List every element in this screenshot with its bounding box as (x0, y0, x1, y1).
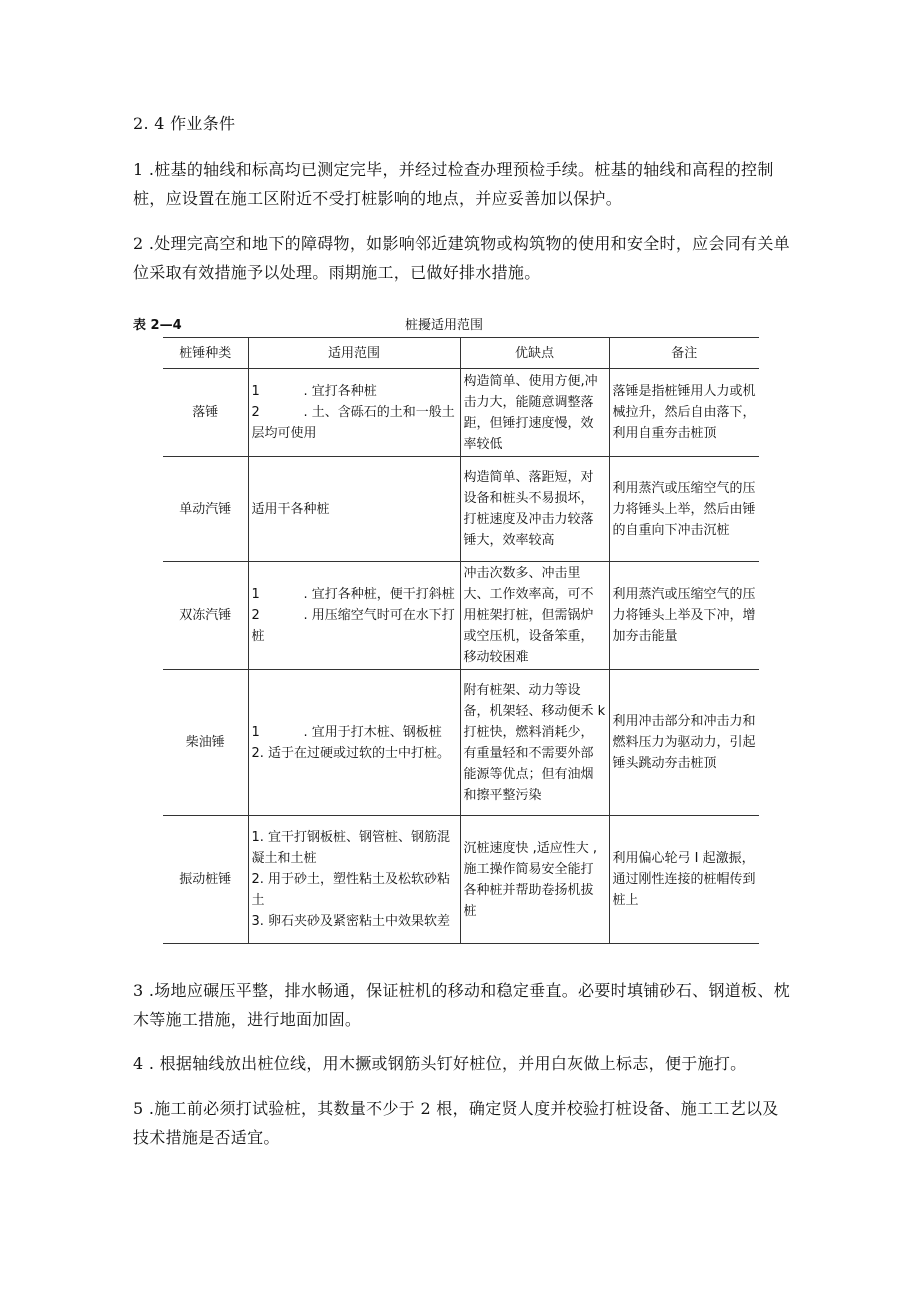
hammer-type-cell: 双冻汽锤 (163, 562, 248, 670)
scope-item-number: 2 (251, 608, 260, 623)
note-cell: 利用蒸汽或压缩空气的压力将锤头上举，然后由锤的自重向下冲击沉桩 (609, 457, 759, 562)
note-cell: 利用冲击部分和冲击力和燃料压力为驱动力，引起锤头跳动夯击桩顶 (609, 670, 759, 816)
table-row (163, 369, 759, 457)
hammer-type-cell: 单动汽锤 (163, 457, 248, 562)
scope-item-text: . 宜打各种桩，便干打斜桩 (303, 587, 455, 602)
scope-item: 3. 卵石夹砂及紧密粘土中效果软差 (251, 914, 451, 929)
table-label: 表 2—4 (133, 318, 182, 333)
scope-cell (248, 562, 460, 670)
column-header: 适用范围 (248, 338, 460, 369)
table-row (163, 457, 759, 562)
column-header: 桩锤种类 (163, 338, 248, 369)
scope-cell (248, 670, 460, 816)
scope-cell: 适用干各种桩 (248, 457, 460, 562)
note-cell: 利用蒸汽或压缩空气的压力将锤头上举及下冲，增加夯击能量 (609, 562, 759, 670)
section-title: 2. 4 作业条件 (133, 114, 236, 133)
scope-item-number: 1 (251, 587, 260, 602)
pros-cons-cell: 构造简单、使用方便,冲击力大，能随意调整落距，但锤打速度慢，效率较低 (460, 369, 609, 457)
scope-item (252, 584, 457, 605)
table-row (163, 816, 759, 944)
scope-item-number: 1 (251, 384, 260, 399)
scope-item (252, 722, 457, 743)
table-caption: 桩擾适用范围 (405, 318, 484, 333)
note-cell: 利用偏心轮弓 I 起激振，通过刚性连接的桩帽传到桩上 (609, 816, 759, 944)
column-header: 备注 (609, 338, 759, 369)
paragraph-3: 3 .场地应碾压平整，排水畅通，保证桩机的移动和稳定垂直。必要时填铺砂石、钢道板、枕木等施工措施，进行地面加固。 (133, 981, 790, 1029)
paragraph-2: 2 .处理完高空和地下的障碍物，如影响邻近建筑物或构筑物的使用和安全时，应会同有关单位采取有效措施予以处理。雨期施工，已做好排水措施。 (133, 234, 790, 282)
pros-cons-cell: 冲击次数多、冲击里大、工作效率高，可不用桩架打桩，但需锅炉或空压机，设备笨重，移动较困难 (460, 562, 609, 670)
scope-item-number: 2 (251, 405, 260, 420)
scope-cell (248, 816, 460, 944)
table-header-row (163, 338, 759, 369)
pros-cons-cell: 附有桩架、动力等设备，机架轻、移动便禾 k 打桩快，燃料消耗少，有重量轻和不需要外部能源等优点；但有油烟和擦平整污染 (460, 670, 609, 816)
paragraph-5: 5 .施工前必须打试验桩，其数量不少于 2 根，确定贤人度并校验打桩设备、施工工艺以及技术措施是否适宜。 (133, 1099, 779, 1147)
scope-item-text: . 用压缩空气时可在水下打桩 (251, 608, 455, 644)
note-cell: 落锤是指桩锤用人力或机械拉升，然后自由落下，利用自重夯击桩顶 (609, 369, 759, 457)
table-row (163, 670, 759, 816)
hammer-type-cell: 落锤 (163, 369, 248, 457)
pros-cons-cell: 沉桩速度快 ,适应性大 ,施工操作简易安全能打各种桩并帮助卷扬机拔桩 (460, 816, 609, 944)
scope-item-text: . 土、含砾石的土和一般土层均可使用 (251, 405, 455, 441)
scope-item (252, 605, 457, 647)
scope-item: 2. 适于在过硬或过软的士中打桩。 (251, 745, 451, 761)
scope-item-text: . 宜打各种桩 (303, 384, 377, 399)
scope-item: 1. 宜干打钢板桩、钢管桩、钢筋混凝土和土桩 (251, 830, 451, 866)
paragraph-4: 4 . 根据轴线放出桩位线，用木撅或钢筋头钉好桩位，并用白灰做上标志，便于施打。 (133, 1054, 747, 1073)
scope-item (252, 381, 457, 402)
scope-item-text: . 宜用于打木桩、钢板桩 (303, 724, 442, 740)
pile-hammer-table (163, 337, 759, 944)
hammer-type-cell: 柴油锤 (163, 670, 248, 816)
scope-item: 2. 用于砂土，塑性粘土及松软砂粘土 (251, 872, 451, 908)
table-row (163, 562, 759, 670)
scope-cell (248, 369, 460, 457)
paragraph-1: 1 .桩基的轴线和标高均已测定完毕，并经过检查办理预检手续。桩基的轴线和高程的控制桩，应设置在施工区附近不受打桩影响的地点，并应妥善加以保护。 (133, 160, 774, 208)
column-header: 优缺点 (460, 338, 609, 369)
scope-item-number: 1 (251, 724, 260, 740)
scope-item (252, 402, 457, 444)
pros-cons-cell: 构造简单、落距短，对设备和桩头不易损坏，打桩速度及冲击力较落锤大，效率较高 (460, 457, 609, 562)
hammer-type-cell: 振动桩锤 (163, 816, 248, 944)
